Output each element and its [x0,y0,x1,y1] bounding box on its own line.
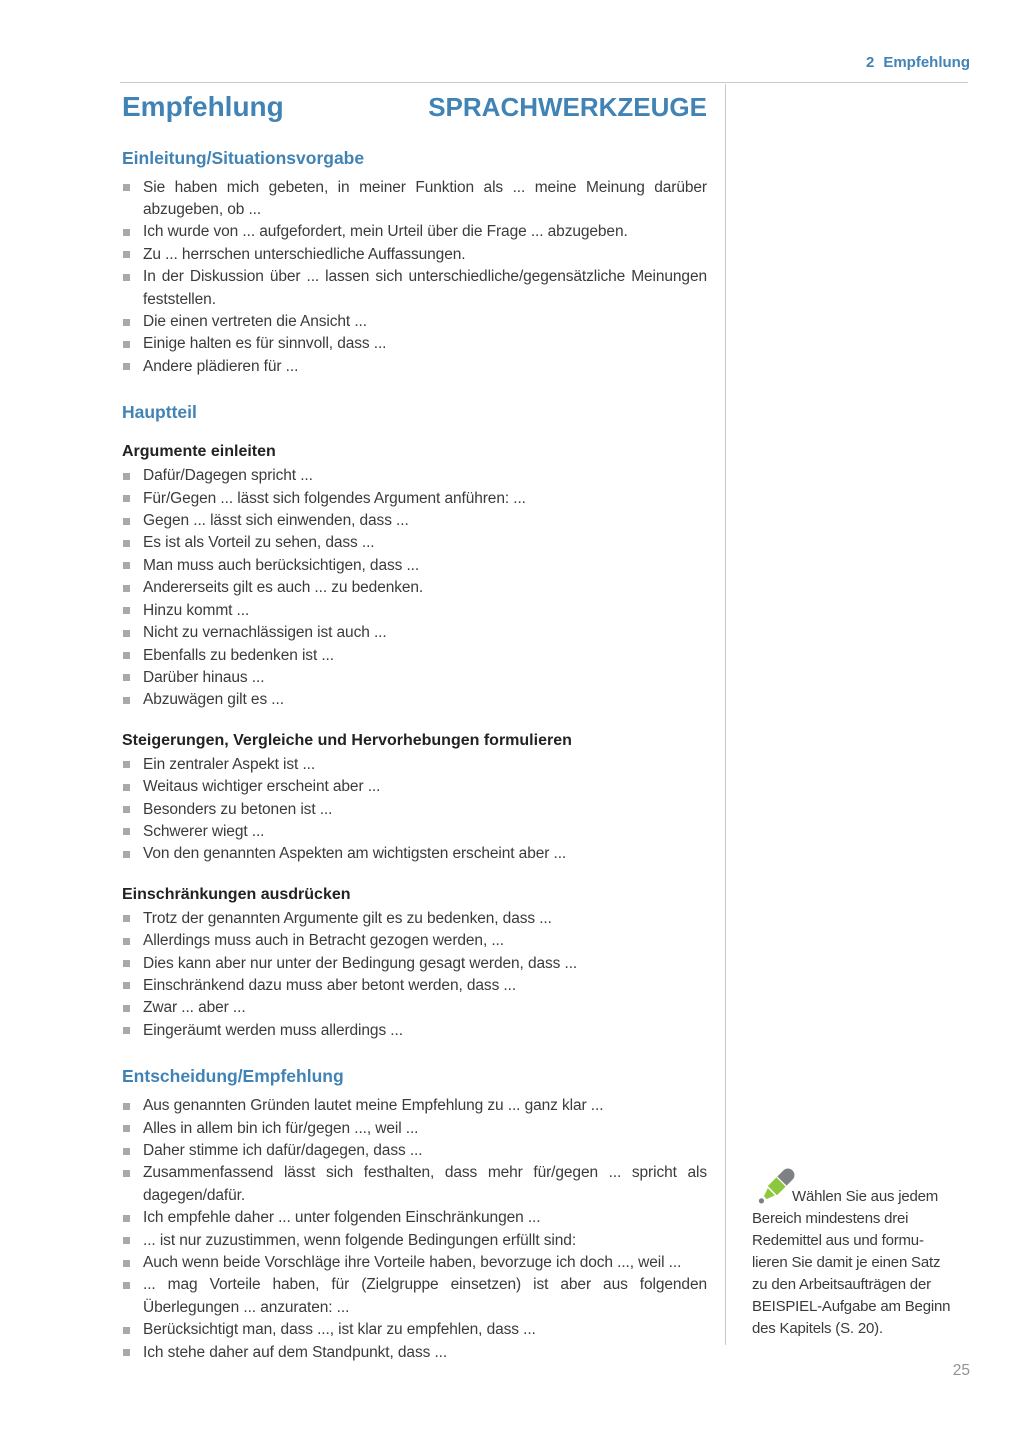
list-item-text: Aus genannten Gründen lautet meine Empfehlung zu ... ganz klar ... [143,1097,604,1115]
list-item-text: Hinzu kommt ... [143,601,250,619]
bullet-square-icon [123,274,130,281]
bullet-list [122,1095,707,1364]
list-item-text: Einschränkend dazu muss aber betont werden, dass ... [143,976,517,994]
list-item [122,997,707,1019]
list-item-text: Dies kann aber nur unter der Bedingung gesagt werden, dass ... [143,954,578,972]
list-item [122,356,707,378]
bullet-list [122,465,707,711]
bullet-square-icon [123,540,130,547]
list-item [122,1162,707,1207]
bullet-square-icon [123,607,130,614]
bullet-square-icon [123,915,130,922]
list-item [122,1207,707,1229]
list-item-text: Allerdings muss auch in Betracht gezogen werden, ... [143,932,504,950]
list-item-text: Dafür/Dagegen spricht ... [143,467,313,485]
bullet-square-icon [123,319,130,326]
list-item-text: Man muss auch berücksichtigen, dass ... [143,556,420,574]
list-item-text: Andere plädieren für ... [143,357,299,375]
list-item-text: ... ist nur zuzustimmen, wenn folgende Bedingungen erfüllt sind: [143,1231,577,1249]
list-item-text: Schwerer wiegt ... [143,822,265,840]
list-item [122,555,707,577]
list-item [122,177,707,222]
list-item [122,930,707,952]
chapter-title: Empfehlung [883,54,970,71]
section-heading: Hauptteil [122,402,197,423]
list-item-text: Ebenfalls zu bedenken ist ... [143,646,334,664]
bullet-square-icon [123,585,130,592]
bullet-square-icon [123,1170,130,1177]
list-item-text: Ein zentraler Aspekt ist ... [143,755,316,773]
list-item [122,221,707,243]
content-column [122,90,707,1364]
bullet-square-icon [123,473,130,480]
list-item [122,799,707,821]
bullet-square-icon [123,1215,130,1222]
list-item-text: Abzuwägen gilt es ... [143,691,284,709]
bullet-square-icon [123,784,130,791]
list-item [122,667,707,689]
list-item [122,465,707,487]
list-item [122,333,707,355]
list-item-text: Berücksichtigt man, dass ..., ist klar zu empfehlen, dass ... [143,1321,536,1339]
bullet-square-icon [123,697,130,704]
column-divider-rule [725,84,726,1345]
highlighter-pen-icon [752,1162,802,1216]
margin-note [752,1160,952,1340]
list-item [122,645,707,667]
list-item-text: Andererseits gilt es auch ... zu bedenken. [143,579,424,597]
list-item [122,1140,707,1162]
bullet-list [122,754,707,866]
list-item [122,1274,707,1319]
page-title: Empfehlung [122,91,284,122]
list-item [122,488,707,510]
bullet-square-icon [123,982,130,989]
page-number: 25 [952,1362,970,1379]
page-title-right: SPRACHWERKZEUGE [428,92,707,122]
list-item [122,510,707,532]
list-item-text: Ich stehe daher auf dem Standpunkt, dass ... [143,1343,448,1361]
list-item-text: Von den genannten Aspekten am wichtigsten erscheint aber ... [143,845,567,863]
list-item-text: Einige halten es für sinnvoll, dass ... [143,335,387,353]
list-item-text: Besonders zu betonen ist ... [143,800,333,818]
bullet-square-icon [123,1148,130,1155]
list-item [122,1095,707,1117]
list-item [122,776,707,798]
subsection-heading: Steigerungen, Vergleiche und Hervorhebungen formulieren [122,731,572,749]
section-heading: Entscheidung/Empfehlung [122,1066,344,1087]
list-item [122,1252,707,1274]
title-row [122,90,707,124]
bullet-square-icon [123,652,130,659]
margin-note-text: Wählen Sie aus jedem Bereich mindestens drei Redemittel aus und formulieren Sie damit je einen Satz zu den Arbeitsaufträgen der BEISPIEL-Aufgabe am Beginn des Kapitels (S. 20). [752,1188,951,1337]
list-item-text: In der Diskussion über ... lassen sich unterschiedliche/gegensätzliche Meinungen feststellen. [143,268,707,308]
list-item-text: Alles in allem bin ich für/gegen ..., weil ... [143,1119,419,1137]
list-item-text: Darüber hinaus ... [143,668,265,686]
list-item-text: Für/Gegen ... lässt sich folgendes Argument anführen: ... [143,489,526,507]
bullet-square-icon [123,184,130,191]
list-item-text: Zusammenfassend lässt sich festhalten, dass mehr für/gegen ... spricht als dagegen/dafür. [143,1164,707,1204]
list-item [122,311,707,333]
bullet-square-icon [123,1327,130,1334]
bullet-square-icon [123,1282,130,1289]
sections [122,148,707,1364]
list-item [122,622,707,644]
list-item-text: Trotz der genannten Argumente gilt es zu bedenken, dass ... [143,909,552,927]
list-item-text: Zu ... herrschen unterschiedliche Auffassungen. [143,245,466,263]
subsection-heading: Einschränkungen ausdrücken [122,885,351,903]
list-item-text: Ich wurde von ... aufgefordert, mein Urteil über die Frage ... abzugeben. [143,223,628,241]
list-item [122,1118,707,1140]
bullet-square-icon [123,851,130,858]
list-item [122,244,707,266]
bullet-square-icon [123,1103,130,1110]
chapter-number: 2 [865,54,875,71]
list-item-text: Weitaus wichtiger erscheint aber ... [143,778,381,796]
list-item [122,532,707,554]
bullet-square-icon [123,828,130,835]
bullet-square-icon [123,1237,130,1244]
list-item [122,908,707,930]
list-item-text: ... mag Vorteile haben, für (Zielgruppe einsetzen) ist aber aus folgenden Überlegungen ... anzuraten: ... [143,1276,707,1316]
bullet-square-icon [123,363,130,370]
list-item [122,600,707,622]
bullet-square-icon [123,1349,130,1356]
list-item-text: Nicht zu vernachlässigen ist auch ... [143,624,387,642]
list-item [122,689,707,711]
list-item [122,843,707,865]
list-item [122,1342,707,1364]
list-item-text: Auch wenn beide Vorschläge ihre Vorteile haben, bevorzuge ich doch ..., weil ... [143,1254,682,1272]
header-rule [120,82,968,83]
list-item-text: Sie haben mich gebeten, in meiner Funktion als ... meine Meinung darüber abzugeben, ob ... [143,178,707,218]
bullet-square-icon [123,630,130,637]
list-item-text: Es ist als Vorteil zu sehen, dass ... [143,534,375,552]
list-item [122,1319,707,1341]
bullet-square-icon [123,229,130,236]
bullet-square-icon [123,674,130,681]
bullet-square-icon [123,251,130,258]
list-item-text: Daher stimme ich dafür/dagegen, dass ... [143,1142,423,1159]
bullet-square-icon [123,1005,130,1012]
list-item [122,1020,707,1042]
list-item [122,266,707,311]
section-heading: Einleitung/Situationsvorgabe [122,147,365,168]
list-item-text: Eingeräumt werden muss allerdings ... [143,1021,403,1039]
list-item [122,953,707,975]
list-item [122,577,707,599]
list-item-text: Die einen vertreten die Ansicht ... [143,313,367,331]
list-item [122,975,707,997]
subsection-heading: Argumente einleiten [122,443,276,461]
bullet-square-icon [123,1027,130,1034]
list-item-text: Ich empfehle daher ... unter folgenden Einschränkungen ... [143,1209,541,1227]
list-item-text: Zwar ... aber ... [143,999,246,1017]
bullet-square-icon [123,341,130,348]
list-item-text: Gegen ... lässt sich einwenden, dass ... [143,512,409,530]
list-item [122,821,707,843]
bullet-square-icon [123,960,130,967]
bullet-square-icon [123,1260,130,1267]
list-item [122,1230,707,1252]
bullet-list [122,908,707,1042]
bullet-list [122,177,707,379]
bullet-square-icon [123,495,130,502]
bullet-square-icon [123,518,130,525]
bullet-square-icon [123,761,130,768]
bullet-square-icon [123,562,130,569]
bullet-square-icon [123,1125,130,1132]
bullet-square-icon [123,806,130,813]
list-item [122,754,707,776]
bullet-square-icon [123,938,130,945]
running-header [866,54,970,71]
